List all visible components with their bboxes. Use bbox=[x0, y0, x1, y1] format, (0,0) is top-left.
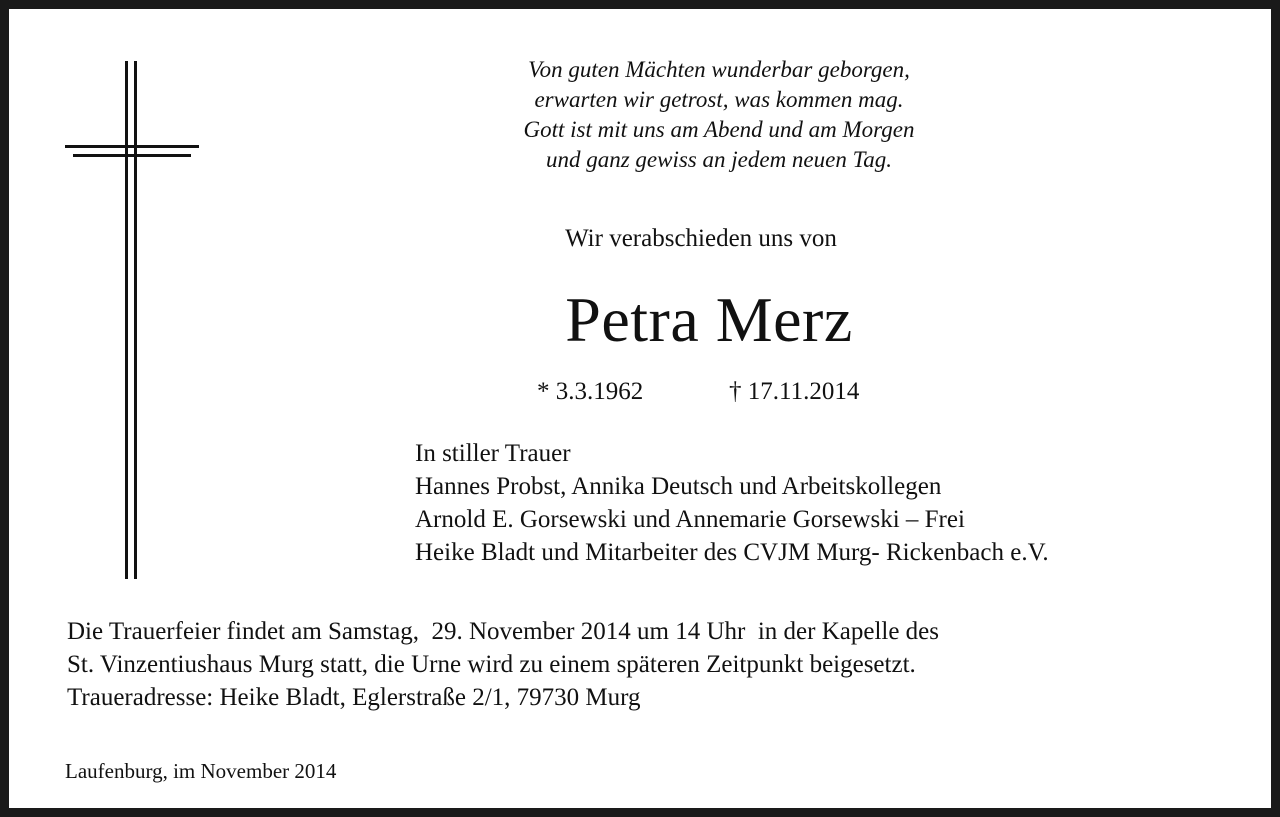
poem-line: Gott ist mit uns am Abend und am Morgen bbox=[523, 117, 915, 142]
poem bbox=[449, 55, 989, 175]
cross-horizontal-line bbox=[65, 145, 199, 148]
ceremony-info bbox=[67, 615, 939, 714]
birth-date: * 3.3.1962 bbox=[537, 378, 644, 405]
place-and-date: Laufenburg, im November 2014 bbox=[65, 759, 337, 783]
cross-icon bbox=[65, 61, 205, 581]
intro-text: Wir verabschieden uns von bbox=[565, 225, 837, 252]
cross-vertical-line bbox=[125, 61, 128, 579]
mourner-line: In stiller Trauer bbox=[415, 440, 571, 467]
poem-line: und ganz gewiss an jedem neuen Tag. bbox=[545, 147, 893, 172]
ceremony-line: St. Vinzentiushaus Murg statt, die Urne wird zu einem späteren Zeitpunkt beigesetzt. bbox=[67, 651, 916, 678]
mourner-line: Heike Bladt und Mitarbeiter des CVJM Murg- Rickenbach e.V. bbox=[415, 539, 1049, 566]
mourner-line: Arnold E. Gorsewski und Annemarie Gorsewski – Frei bbox=[415, 506, 965, 533]
death-date: † 17.11.2014 bbox=[729, 378, 860, 405]
cross-vertical-line bbox=[134, 61, 137, 579]
poem-line: Von guten Mächten wunderbar geborgen, bbox=[528, 57, 910, 82]
cross-horizontal-line bbox=[73, 154, 191, 157]
ceremony-line: Traueradresse: Heike Bladt, Eglerstraße 2/1, 79730 Murg bbox=[67, 684, 641, 711]
mourners-list bbox=[415, 437, 1049, 569]
deceased-name: Petra Merz bbox=[565, 284, 853, 355]
poem-line: erwarten wir getrost, was kommen mag. bbox=[534, 87, 904, 112]
mourner-line: Hannes Probst, Annika Deutsch und Arbeitskollegen bbox=[415, 473, 942, 500]
ceremony-line: Die Trauerfeier findet am Samstag, 29. November 2014 um 14 Uhr in der Kapelle des bbox=[67, 618, 940, 645]
